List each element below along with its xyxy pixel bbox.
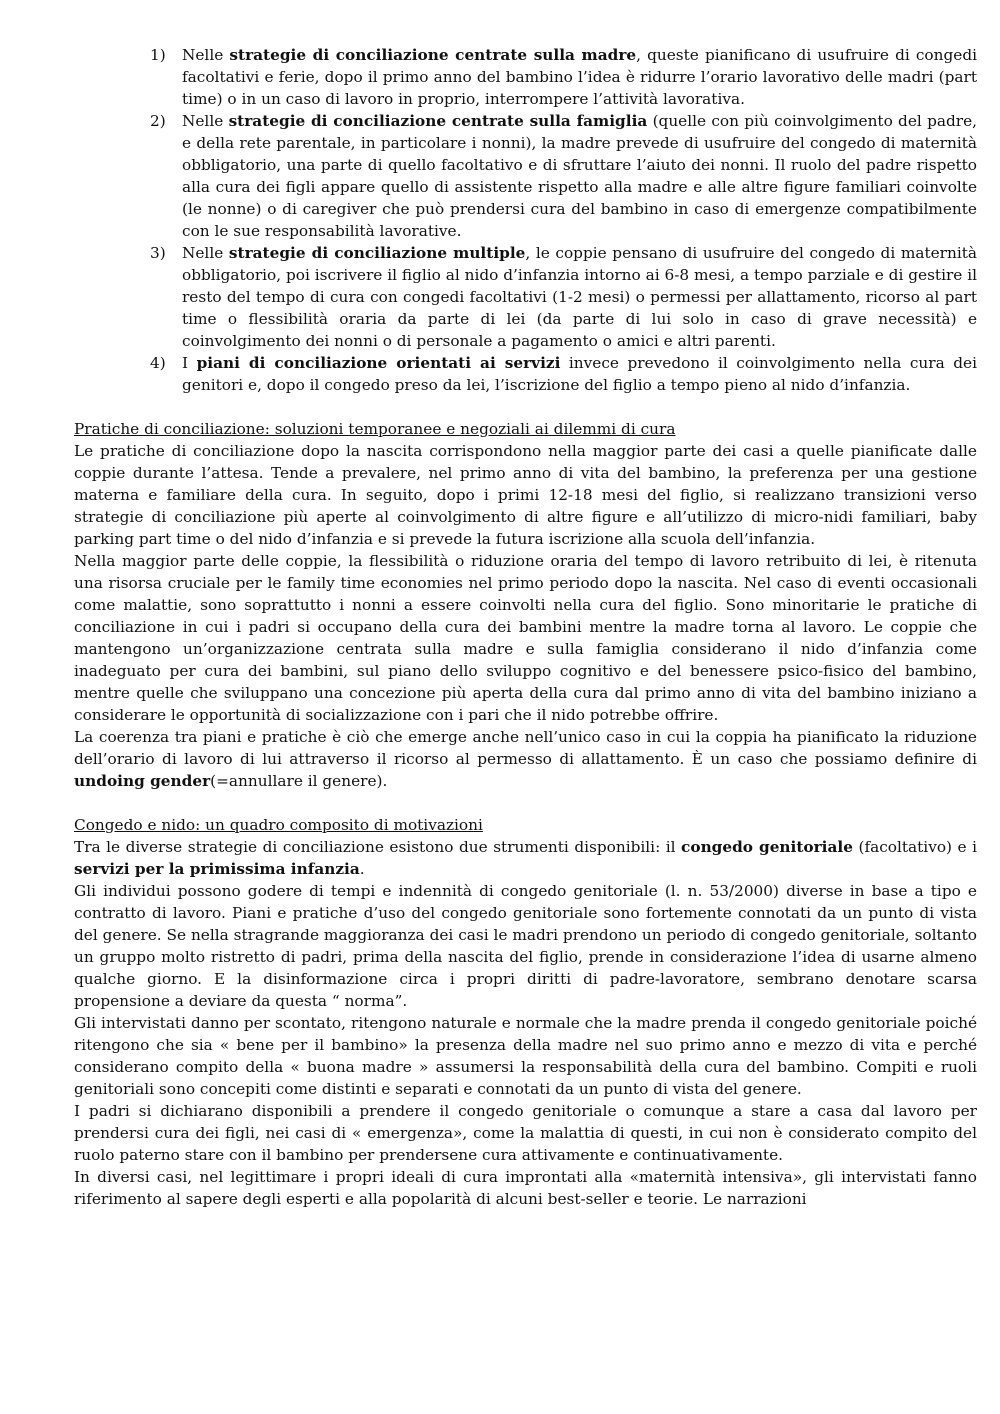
paragraph: Gli intervistati danno per scontato, ritengono naturale e normale che la madre prenda il congedo genitoriale poiché ritengono che sia « bene per il bambino» la presenza della madre nel suo primo anno e mezzo di vita e perché considerano compito della « buona madre » assumersi la responsabilità della cura del bambino. Compiti e ruoli genitoriali sono concepiti come distinti e separati e connotati da un punto di vista del genere.	[74, 1014, 977, 1098]
list-text-bold: strategie di conciliazione multiple	[228, 244, 526, 262]
list-item	[74, 352, 977, 396]
list-item	[74, 242, 977, 352]
spacer	[74, 396, 977, 418]
strategies-list	[74, 44, 977, 396]
paragraph-text: Tra le diverse strategie di conciliazione esistono due strumenti disponibili: il	[74, 838, 682, 856]
list-number: 3)	[150, 244, 166, 262]
list-text-post: , le coppie pensano di usufruire del congedo di maternità obbligatorio, poi iscrivere il figlio al nido d’infanzia intorno ai 6-8 mesi, a tempo parziale e di gestire il resto del tempo di cura con congedi facoltativi (1-2 mesi) o permessi per allattamento, ricorso al part time o flessibilità oraria da parte di lei (da parte di lui solo in caso di grave necessità) e coinvolgimento dei nonni o di personale a pagamento o amici e altri parenti.	[182, 244, 977, 350]
list-text-pre: Nelle	[182, 46, 230, 64]
section-heading-pratiche: Pratiche di conciliazione: soluzioni temporanee e negoziali ai dilemmi di cura	[74, 420, 676, 438]
paragraph: I padri si dichiarano disponibili a prendere il congedo genitoriale o comunque a stare a casa dal lavoro per prendersi cura dei figli, nei casi di « emergenza», come la malattia di questi, in cui non è considerato compito del ruolo paterno stare con il bambino per prendersene cura attivamente e continuativamente.	[74, 1102, 977, 1164]
servizi-term: servizi per la primissima infanzia	[74, 860, 360, 878]
list-number: 4)	[150, 354, 166, 372]
document-page	[74, 44, 977, 1210]
paragraph: Le pratiche di conciliazione dopo la nascita corrispondono nella maggior parte dei casi a quelle pianificate dalle coppie durante l’attesa. Tende a prevalere, nel primo anno di vita del bambino, la preferenza per una gestione materna e familiare della cura. In seguito, dopo i primi 12-18 mesi del figlio, si realizzano transizioni verso strategie di conciliazione più aperte al coinvolgimento di altre figure e all’utilizzo di micro-nidi familiari, baby parking part time o del nido d’infanzia e si prevede la futura iscrizione alla scuola dell’infanzia.	[74, 442, 977, 548]
list-text-bold: strategie di conciliazione centrate sulla famiglia	[228, 112, 648, 130]
list-text-bold: piani di conciliazione orientati ai servizi	[196, 354, 561, 372]
paragraph-text: La coerenza tra piani e pratiche è ciò che emerge anche nell’unico caso in cui la coppia ha pianificato la riduzione dell’orario di lavoro di lui attraverso il ricorso al permesso di allattamento. È un caso che possiamo definire di	[74, 728, 977, 768]
paragraph: In diversi casi, nel legittimare i propri ideali di cura improntati alla «maternità intensiva», gli intervistati fanno riferimento al sapere degli esperti e alla popolarità di alcuni best-seller e teorie. Le narrazioni	[74, 1168, 977, 1208]
list-text-post: invece prevedono il coinvolgimento nella cura dei genitori e, dopo il congedo preso da lei, l’iscrizione del figlio a tempo pieno al nido d’infanzia.	[182, 354, 977, 394]
list-number: 2)	[150, 112, 166, 130]
paragraph: Gli individui possono godere di tempi e indennità di congedo genitoriale (l. n. 53/2000) diverse in base a tipo e contratto di lavoro. Piani e pratiche d’uso del congedo genitoriale sono fortemente connotati da un punto di vista del genere. Se nella stragrande maggioranza dei casi le madri prendono un periodo di congedo genitoriale, soltanto un gruppo molto ristretto di padri, prima della nascita del figlio, prende in considerazione l’idea di usarne almeno qualche giorno. E la disinformazione circa i propri diritti di padre-lavoratore, sembrano denotare scarsa propensione a deviare da questa “ norma”.	[74, 882, 977, 1010]
paragraph-text: (=annullare il genere).	[210, 772, 388, 790]
paragraph: Nella maggior parte delle coppie, la flessibilità o riduzione oraria del tempo di lavoro retribuito di lei, è ritenuta una risorsa cruciale per le family time economies nel primo periodo dopo la nascita. Nel caso di eventi occasionali come malattie, sono soprattutto i nonni a essere coinvolti nella cura del figlio. Sono minoritarie le pratiche di conciliazione in cui i padri si occupano della cura dei bambini mentre la madre torna al lavoro. Le coppie che mantengono un’organizzazione centrata sulla madre e sulla famiglia considerano il nido d’infanzia come inadeguato per cura dei bambini, sul piano dello sviluppo cognitivo e del benessere psico-fisico del bambino, mentre quelle che sviluppano una concezione più aperta della cura dal primo anno di vita del bambino iniziano a considerare le opportunità di socializzazione con i pari che il nido potrebbe offrire.	[74, 552, 977, 724]
list-text-pre: I	[182, 354, 197, 372]
list-text-pre: Nelle	[182, 244, 229, 262]
list-text-post: (quelle con più coinvolgimento del padre, e della rete parentale, in particolare i nonni), la madre prevede di usufruire del congedo di maternità obbligatorio, una parte di quello facoltativo e di sfruttare l’aiuto dei nonni. Il ruolo del padre rispetto alla cura dei figli appare quello di assistente rispetto alla madre e alle altre figure familiari coinvolte (le nonne) o di caregiver che può prendersi cura del bambino in caso di emergenze compatibilmente con le sue responsabilità lavorative.	[182, 112, 977, 240]
spacer	[74, 792, 977, 814]
paragraph	[74, 836, 977, 880]
undoing-gender-term: undoing gender	[74, 772, 211, 790]
congedo-term: congedo genitoriale	[681, 838, 853, 856]
list-number: 1)	[150, 46, 166, 64]
list-item	[74, 44, 977, 110]
paragraph	[74, 726, 977, 792]
list-text-post: , queste pianificano di usufruire di congedi facoltativi e ferie, dopo il primo anno del bambino l’idea è ridurre l’orario lavorativo delle madri (part time) o in un caso di lavoro in proprio, interrompere l’attività lavorativa.	[182, 46, 978, 108]
list-text-pre: Nelle	[182, 112, 229, 130]
list-item	[74, 110, 977, 242]
paragraph-text: (facoltativo) e i	[852, 838, 977, 856]
paragraph-text: .	[359, 860, 365, 878]
list-text-bold: strategie di conciliazione centrate sulla madre	[229, 46, 637, 64]
section-heading-congedo: Congedo e nido: un quadro composito di motivazioni	[74, 816, 483, 834]
